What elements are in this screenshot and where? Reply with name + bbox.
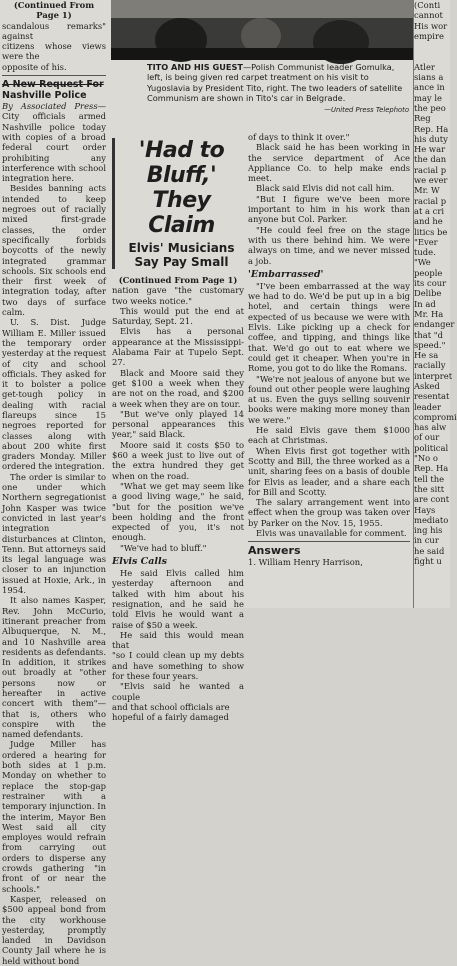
far-right-line: sians a	[414, 72, 444, 83]
far-right-line: Reg	[414, 113, 431, 124]
section-title: Nashville Police	[2, 90, 87, 102]
text-line: scandalous remarks" against	[2, 20, 106, 41]
paragraph: "But I figure we've been more important to him in his work than anyone but Col. Parker.	[248, 193, 410, 225]
far-right-line: the peo	[414, 102, 446, 113]
far-right-line: its cour	[414, 278, 447, 289]
paragraph: —City officials armed Nashville police today with copies of a broad federal court order prohibiting any interference with school integration here.	[2, 101, 106, 184]
far-right-line: speed."	[414, 339, 446, 350]
answers-heading: Answers	[248, 544, 301, 558]
caption-text: —Polish Communist leader Gomulka, left, is being given red carpet treatment on his visit to Yugoslavia by President Tito, right. The two leaders of satellite Communism are shown in Tito's car in Belgrade.	[147, 62, 403, 104]
far-right-lines	[414, 0, 457, 567]
far-right-line: Rep. Ha	[414, 463, 449, 474]
paragraph: Moore said it costs $50 to $60 a week just to live out of the extra hundred they get when on the road.	[112, 439, 244, 481]
subsection-heading: Elvis Calls	[112, 556, 167, 568]
headline-line: They Claim	[148, 188, 215, 238]
text-line: citizens whose views were the	[2, 41, 106, 62]
photo-caption	[147, 62, 411, 104]
paragraph: He said Elvis gave them $1000 each at Christmas.	[248, 425, 410, 446]
far-right-line: His wor	[414, 20, 448, 31]
far-right-line: and he	[414, 216, 443, 227]
far-right-line: ing his	[414, 525, 443, 536]
far-right-line: that "d	[414, 329, 443, 340]
paragraph: The salary arrangement went into effect when the group was taken over by Parker on the Nov. 15, 1955.	[248, 497, 410, 528]
section-kicker: A New Request For	[2, 79, 104, 91]
headline-box	[112, 138, 244, 269]
far-right-line: tell the	[414, 473, 445, 484]
paragraph: The order is similar to one under which Northern segregationist John Kasper was twice convicted in last year's integration disturbances at Clinton, Tenn. But attorneys said its legal language was closer to an injunction issued at Hoxie, Ark., in 1954.	[2, 471, 106, 596]
far-right-line: fight u	[414, 556, 442, 567]
far-right-line: litics be	[414, 226, 448, 237]
far-right-line: Mr. W	[414, 185, 440, 196]
far-right-line: He sa	[414, 350, 439, 361]
far-right-line: Asked	[414, 380, 440, 391]
far-right-line: tude.	[414, 247, 436, 258]
far-right-line: in cur	[414, 535, 439, 546]
far-right-line: we ever	[414, 175, 448, 186]
paragraph: nation gave "the customary two weeks notice."	[112, 285, 244, 306]
far-right-line: people	[414, 267, 443, 278]
far-right-line: Hays	[414, 504, 436, 515]
paragraph: He said this would mean that	[112, 629, 244, 651]
paragraph: "But we've only played 14 personal appearances this year," said Black.	[112, 408, 244, 440]
far-right-line: Delibe	[414, 288, 442, 299]
paragraph: "We've had to bluff."	[120, 542, 207, 553]
far-right-line: interpret	[414, 370, 453, 381]
left-column	[2, 0, 106, 966]
paragraph: hopeful of a fairly damaged	[112, 712, 229, 723]
divider	[248, 541, 410, 542]
subsection-heading: 'Embarrassed'	[248, 268, 324, 280]
far-right-line: racial p	[414, 164, 447, 175]
far-right-line	[414, 41, 451, 51]
far-right-line: are cont	[414, 494, 450, 505]
paragraph: of days to think it over."	[248, 132, 350, 142]
far-right-line: political	[414, 442, 449, 453]
paragraph: Elvis was unavailable for comment.	[256, 527, 407, 538]
far-right-line: compromi	[414, 411, 457, 422]
far-right-line: Atler	[414, 61, 435, 72]
far-right-line: of our	[414, 432, 440, 443]
far-right-column	[413, 0, 457, 608]
photo-block	[111, 0, 413, 130]
paragraph: Besides banning acts intended to keep negroes out of racially mixed first-grade classes, the order specifically forbids boycotts of the newly integrated grammar schools. Six schools end their first week of integration today, after two days of surface calm.	[2, 183, 106, 318]
far-right-line: the dan	[414, 154, 447, 165]
paragraph: "He could feel free on the stage with us there behind him. We were always on time, and we never missed a job.	[248, 224, 410, 266]
paragraph: "Elvis said he wanted a couple	[112, 681, 244, 702]
article-column-1	[112, 132, 244, 723]
subhead-line: Say Pay Small	[134, 255, 229, 269]
far-right-line: has alw	[414, 422, 447, 433]
paragraph: Judge Miller has ordered a hearing for both sides at 1 p.m. Monday on whether to replace the stop-gap restrainer with a temporary injunction. In the interim, Mayor Ben West said all city employes would refrain from carrying out orders to disperse any crowds gathering "in front of or near the schools."	[2, 739, 106, 894]
continued-label: (Continued From Page 1)	[118, 275, 238, 285]
continued-label: (Continued From Page 1)	[13, 0, 95, 21]
far-right-line: racially	[414, 360, 446, 371]
news-photo	[111, 0, 413, 60]
far-right-line: mediato	[414, 514, 449, 525]
far-right-line: "Ever	[414, 236, 438, 247]
far-right-line: (Conti	[414, 0, 441, 10]
paragraph: Elvis has a personal appearance at the Mississippi-Alabama Fair at Tupelo Sept. 27.	[112, 326, 244, 368]
paragraph: This would put the end at Saturday, Sept. 21.	[112, 305, 244, 327]
far-right-line: racial p	[414, 195, 447, 206]
photo-credit: —United Press Telephoto	[324, 106, 409, 114]
far-right-line: Rep. Ha	[414, 123, 449, 134]
far-right-line: leader	[414, 401, 441, 412]
far-right-line: "No o	[414, 453, 438, 464]
far-right-line	[414, 51, 451, 61]
article-column-2	[248, 132, 410, 608]
headline-line: 'Had to Bluff,'	[138, 138, 225, 188]
far-right-line: at a cri	[414, 205, 445, 216]
far-right-line: ance in	[414, 82, 445, 93]
byline: By Associated Press	[2, 101, 98, 112]
paragraph: "so I could clean up my debts and have something to show for these four years.	[112, 650, 244, 681]
far-right-line: empire	[414, 30, 444, 41]
far-right-line: cannot	[414, 10, 443, 21]
paragraph: "I've been embarrassed at the way we had to do. We'd be put up in a big hotel, and certain things were expected of us because we were with Elvis. Like picking up a check for coffee, and tipping, and things like that. We'd go out to eat where we could get it cheaper. When you're in Rome, you got to do like the Romans.	[248, 280, 410, 374]
answer-line: 1. William Henry Harrison,	[248, 556, 363, 567]
far-right-line: endanger	[414, 319, 455, 330]
paragraph: When Elvis first got together with Scotty and Bill, the three worked as a unit, sharing fees on a basis of double for Elvis as leader, and a share each for Bill and Scotty.	[248, 445, 410, 497]
far-right-line: the sitt	[414, 483, 445, 494]
caption-lead: TITO AND HIS GUEST	[147, 62, 243, 72]
article-subhead	[119, 241, 244, 269]
paragraph: It also names Kasper, Rev. John McCurio, itinerant preacher from Albuquerque, N. M., and 10 Nashville area residents as defendants. In addition, it strikes out broadly at "other persons now or hereafter in active concert with them"—that is, others who conspire with the named defendants.	[2, 595, 106, 740]
far-right-line: Mr. Ha	[414, 308, 444, 319]
paragraph: He said Elvis called him yesterday afternoon and talked with him about his resignation, and he said he told Elvis he would want a raise of $50 a week.	[112, 568, 244, 630]
article-headline	[119, 138, 244, 238]
far-right-line: In ad	[414, 298, 436, 309]
photo-image	[111, 0, 413, 60]
paragraph: "What we get may seem like a good living wage," he said, "but for the position we've been holding and the front expected of you, it's not enough.	[112, 480, 244, 543]
paragraph: U. S. Dist. Judge William E. Miller issued the temporary order yesterday at the request of city and school officials. They asked for it to bolster a police get-tough policy in dealing with racial flareups since 15 negroes reported for classes along with about 200 white first graders Monday. Miller ordered the integration.	[2, 317, 106, 472]
paragraph: Black and Moore said they get $100 a week when they are not on the road, and $200 a week when they are on tour.	[112, 367, 244, 409]
text-line: opposite of his.	[2, 61, 67, 72]
paragraph: Kasper, released on $500 appeal bond from the city workhouse yesterday, promptly landed in Davidson County Jail where he is held without bond	[2, 893, 106, 966]
paragraph: Black said Elvis did not call him.	[256, 183, 395, 194]
far-right-line: his duty	[414, 133, 448, 144]
subhead-line: Elvis' Musicians	[128, 241, 235, 255]
far-right-line: he said	[414, 545, 445, 556]
far-right-line: may le	[414, 92, 442, 103]
paragraph: Black said he has been working in the service department of Ace Appliance Co. to help make ends meet.	[248, 142, 410, 184]
paragraph: and that school officials are	[112, 701, 230, 712]
far-right-line: resentat	[414, 391, 450, 402]
divider	[2, 75, 106, 76]
paragraph: "We're not jealous of anyone but we found out other people were laughing at us. Even the guys selling souvenir books were making more money than we were."	[248, 373, 410, 425]
far-right-line: He war	[414, 144, 446, 155]
far-right-line: "We	[414, 257, 431, 268]
